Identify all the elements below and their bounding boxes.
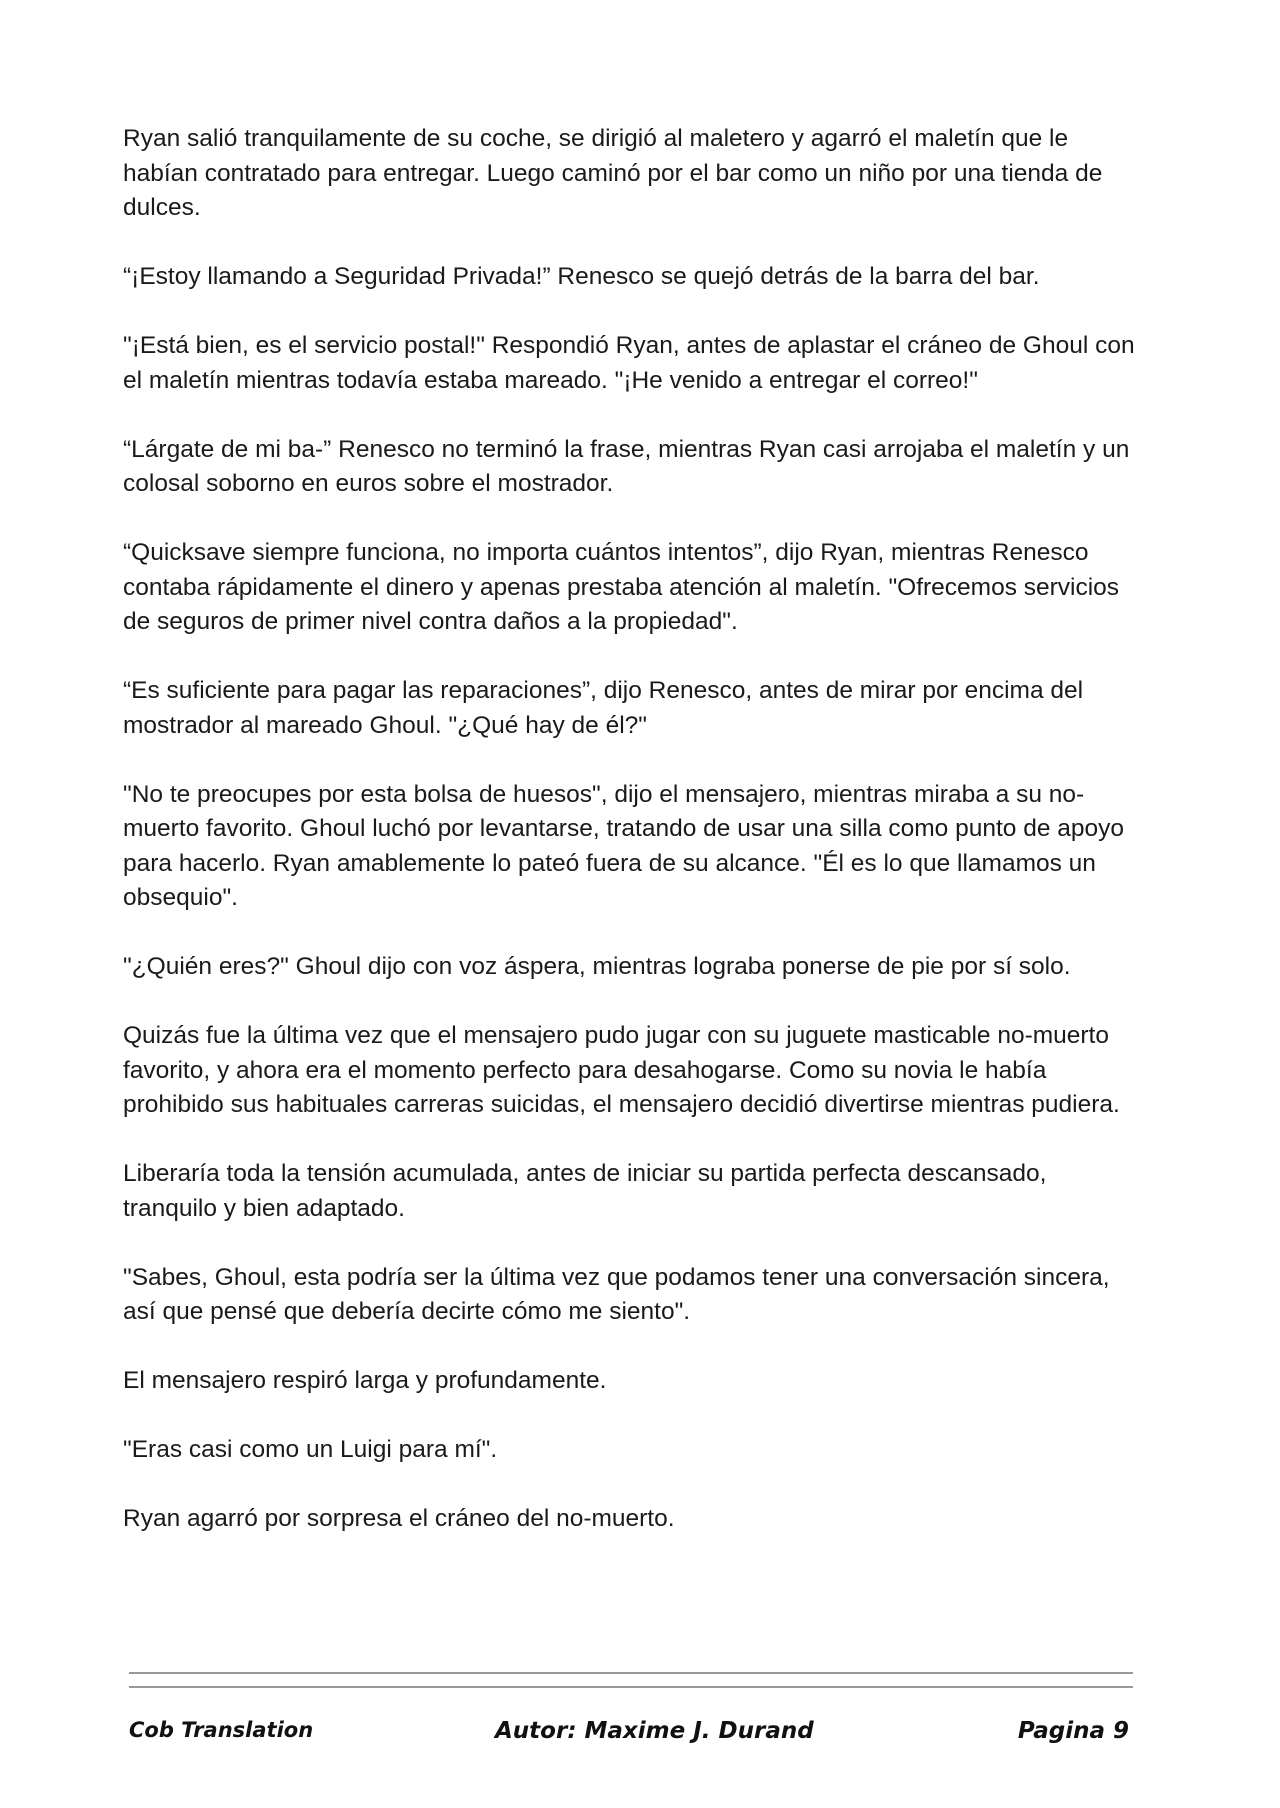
paragraph: Liberaría toda la tensión acumulada, antes de iniciar su partida perfecta descansado, tranquilo y bien adaptado. <box>123 1160 1047 1222</box>
paragraph: Ryan agarró por sorpresa el cráneo del no-muerto. <box>123 1505 675 1532</box>
footer-page-number: Pagina 9 <box>1017 1718 1129 1744</box>
page-body <box>123 122 1143 1571</box>
paragraph: “Es suficiente para pagar las reparaciones”, dijo Renesco, antes de mirar por encima del mostrador al mareado Ghoul. "¿Qué hay de él?" <box>123 677 1084 739</box>
paragraph: "No te preocupes por esta bolsa de huesos", dijo el mensajero, mientras miraba a su no-muerto favorito. Ghoul luchó por levantarse, tratando de usar una silla como punto de apoyo para hacerlo. Ryan amablemente lo pateó fuera de su alcance. "Él es lo que llamamos un obsequio". <box>123 780 1125 911</box>
paragraph: "Sabes, Ghoul, esta podría ser la última vez que podamos tener una conversación sincera, así que pensé que debería decirte cómo me siento". <box>123 1263 1110 1325</box>
footer-divider-bottom <box>129 1686 1133 1688</box>
paragraph: "¿Quién eres?" Ghoul dijo con voz áspera, mientras lograba ponerse de pie por sí solo. <box>123 953 1071 980</box>
paragraph: Ryan salió tranquilamente de su coche, se dirigió al maletero y agarró el maletín que le habían contratado para entregar. Luego caminó por el bar como un niño por una tienda de dulces. <box>123 125 1103 221</box>
paragraph: "Eras casi como un Luigi para mí". <box>123 1436 498 1463</box>
paragraph: “Quicksave siempre funciona, no importa cuántos intentos”, dijo Ryan, mientras Renesco contaba rápidamente el dinero y apenas prestaba atención al maletín. "Ofrecemos servicios de seguros de primer nivel contra daños a la propiedad". <box>123 539 1120 635</box>
footer-author: Autor: Maxime J. Durand <box>495 1718 814 1744</box>
paragraph: Quizás fue la última vez que el mensajero pudo jugar con su juguete masticable no-muerto favorito, y ahora era el momento perfecto para desahogarse. Como su novia le había prohibido sus habituales carreras suicidas, el mensajero decidió divertirse mientras pudiera. <box>123 1022 1120 1118</box>
paragraph: El mensajero respiró larga y profundamente. <box>123 1367 607 1394</box>
page-footer <box>129 1718 1133 1754</box>
paragraph: “¡Estoy llamando a Seguridad Privada!” Renesco se quejó detrás de la barra del bar. <box>123 263 1040 290</box>
paragraph: "¡Está bien, es el servicio postal!" Respondió Ryan, antes de aplastar el cráneo de Ghoul con el maletín mientras todavía estaba mareado. "¡He venido a entregar el correo!" <box>123 332 1135 394</box>
footer-divider-top <box>129 1672 1133 1674</box>
footer-translator: Cob Translation <box>129 1718 314 1742</box>
paragraph: “Lárgate de mi ba-” Renesco no terminó la frase, mientras Ryan casi arrojaba el maletín y un colosal soborno en euros sobre el mostrador. <box>123 435 1130 497</box>
